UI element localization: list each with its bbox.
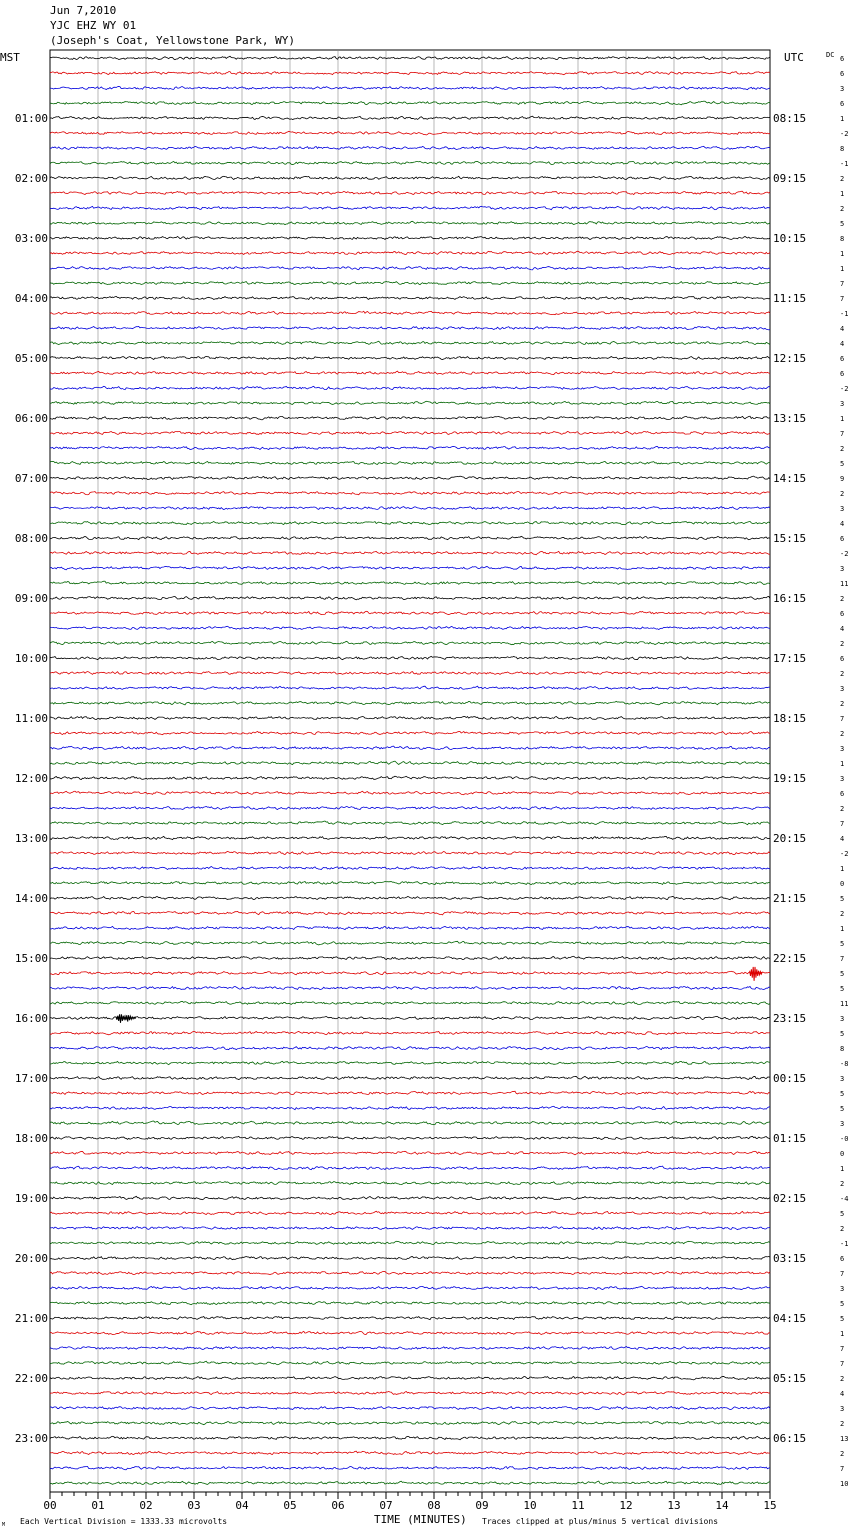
trace-row-25 [50, 431, 770, 434]
utc-hour-label: 18:15 [773, 712, 807, 725]
x-tick-label: 03 [187, 1499, 201, 1512]
trace-row-37 [50, 611, 770, 614]
x-tick-label: 00 [43, 1499, 57, 1512]
dc-offset-label: 9 [840, 475, 845, 483]
x-tick-label: 10 [523, 1499, 537, 1512]
dc-offset-label: 3 [840, 685, 845, 693]
trace-row-8 [50, 176, 770, 179]
corner-mark: M [2, 1522, 6, 1528]
trace-row-68 [50, 1076, 770, 1079]
dc-offset-label: 2 [840, 445, 845, 453]
trace-row-39 [50, 641, 770, 644]
dc-offset-label: -1 [840, 1240, 849, 1248]
utc-hour-label: 00:15 [773, 1072, 807, 1085]
dc-offset-label: 2 [840, 595, 845, 603]
dc-offset-label: 1 [840, 250, 845, 258]
trace-row-33 [50, 551, 770, 554]
utc-hour-label: 11:15 [773, 292, 807, 305]
trace-row-80 [50, 1256, 770, 1259]
dc-offset-label: 5 [840, 220, 845, 228]
utc-hour-label: 05:15 [773, 1372, 807, 1385]
x-tick-label: 07 [379, 1499, 393, 1512]
trace-row-12 [50, 236, 770, 239]
utc-hour-label: 23:15 [773, 1012, 807, 1025]
trace-row-44 [50, 716, 770, 719]
dc-offset-label: 6 [840, 370, 845, 378]
trace-row-27 [50, 461, 770, 464]
dc-offset-label: 13 [840, 1435, 849, 1443]
trace-row-16 [50, 296, 770, 299]
utc-hour-label: 02:15 [773, 1192, 807, 1205]
trace-row-92 [50, 1436, 770, 1439]
trace-row-95 [50, 1481, 770, 1484]
dc-offset-label: 3 [840, 505, 845, 513]
dc-offset-label: 3 [840, 775, 845, 783]
mst-hour-label: 06:00 [14, 412, 48, 425]
dc-offset-label: 2 [840, 910, 845, 918]
trace-row-94 [50, 1466, 770, 1469]
trace-row-67 [50, 1061, 770, 1064]
utc-hour-label: 10:15 [773, 232, 807, 245]
mst-hour-label: 07:00 [14, 472, 48, 485]
trace-row-85 [50, 1331, 770, 1334]
utc-hour-label: 22:15 [773, 952, 807, 965]
dc-offset-label: 5 [840, 1090, 845, 1098]
trace-row-89 [50, 1391, 770, 1394]
utc-hour-label: 14:15 [773, 472, 807, 485]
trace-row-1 [50, 72, 770, 75]
trace-row-66 [50, 1047, 770, 1050]
dc-offset-label: 4 [840, 835, 845, 843]
trace-row-6 [50, 146, 770, 149]
dc-offset-label: 6 [840, 100, 845, 108]
trace-row-88 [50, 1376, 770, 1379]
trace-row-65 [50, 1031, 770, 1034]
trace-row-45 [50, 731, 770, 734]
dc-offset-label: 5 [840, 1315, 845, 1323]
x-axis-title: TIME (MINUTES) [374, 1513, 467, 1526]
dc-offset-label: 6 [840, 655, 845, 663]
dc-offset-label: 2 [840, 205, 845, 213]
dc-offset-label: -2 [840, 130, 849, 138]
dc-offset-label: 2 [840, 1450, 845, 1458]
x-tick-label: 06 [331, 1499, 345, 1512]
x-tick-label: 09 [475, 1499, 489, 1512]
dc-offset-label: 7 [840, 430, 845, 438]
trace-row-40 [50, 656, 770, 659]
dc-offset-label: -4 [840, 1195, 849, 1203]
utc-hour-label: 19:15 [773, 772, 807, 785]
x-tick-label: 05 [283, 1499, 297, 1512]
trace-row-46 [50, 746, 770, 749]
dc-offset-label: 3 [840, 565, 845, 573]
dc-offset-label: 6 [840, 55, 845, 63]
dc-offset-label: 7 [840, 295, 845, 303]
dc-offset-label: 2 [840, 1375, 845, 1383]
trace-row-70 [50, 1106, 770, 1109]
mst-hour-label: 15:00 [14, 952, 48, 965]
dc-offset-label: 5 [840, 895, 845, 903]
trace-row-13 [50, 251, 770, 254]
trace-row-41 [50, 672, 770, 675]
mst-hour-label: 05:00 [14, 352, 48, 365]
trace-row-90 [50, 1406, 770, 1409]
x-tick-label: 14 [715, 1499, 729, 1512]
dc-offset-label: 5 [840, 1105, 845, 1113]
mst-hour-label: 21:00 [14, 1312, 48, 1325]
trace-row-36 [50, 596, 770, 599]
mst-hour-label: 11:00 [14, 712, 48, 725]
trace-row-91 [50, 1421, 770, 1424]
mst-hour-label: 19:00 [14, 1192, 48, 1205]
dc-offset-label: 3 [840, 85, 845, 93]
dc-offset-label: 5 [840, 1030, 845, 1038]
trace-row-18 [50, 326, 770, 329]
trace-row-21 [50, 371, 770, 374]
dc-offset-label: 2 [840, 490, 845, 498]
dc-offset-label: 2 [840, 700, 845, 708]
utc-hour-label: 17:15 [773, 652, 807, 665]
trace-row-72 [50, 1136, 770, 1139]
trace-row-51 [50, 821, 770, 825]
trace-row-22 [50, 386, 770, 389]
dc-offset-label: 6 [840, 1255, 845, 1263]
dc-offset-label: 11 [840, 580, 849, 588]
trace-row-31 [50, 521, 770, 524]
utc-hour-label: 20:15 [773, 832, 807, 845]
dc-offset-label: 5 [840, 970, 845, 978]
utc-hour-label: 04:15 [773, 1312, 807, 1325]
trace-row-38 [50, 626, 770, 629]
mst-hour-label: 12:00 [14, 772, 48, 785]
mst-hour-label: 13:00 [14, 832, 48, 845]
trace-row-10 [50, 206, 770, 209]
dc-label: DC [826, 51, 835, 59]
dc-offset-label: 3 [840, 1015, 845, 1023]
trace-row-77 [50, 1211, 770, 1214]
x-tick-label: 13 [667, 1499, 681, 1512]
dc-offset-label: 7 [840, 1360, 845, 1368]
x-tick-label: 04 [235, 1499, 249, 1512]
dc-offset-label: 3 [840, 1285, 845, 1293]
dc-offset-label: -1 [840, 160, 849, 168]
trace-row-20 [50, 356, 770, 359]
utc-hour-label: 06:15 [773, 1432, 807, 1445]
dc-offset-label: 0 [840, 880, 845, 888]
trace-row-82 [50, 1286, 770, 1289]
dc-offset-label: 1 [840, 760, 845, 768]
dc-offset-label: 7 [840, 280, 845, 288]
trace-row-42 [50, 686, 770, 689]
utc-hour-label: 09:15 [773, 172, 807, 185]
dc-offset-label: 1 [840, 190, 845, 198]
dc-offset-label: 2 [840, 670, 845, 678]
trace-row-62 [50, 986, 770, 989]
trace-row-55 [50, 881, 770, 884]
scale-note: Each Vertical Division = 1333.33 microvolts [20, 1517, 228, 1526]
dc-offset-label: 6 [840, 790, 845, 798]
dc-offset-label: 2 [840, 805, 845, 813]
trace-row-73 [50, 1151, 770, 1154]
mst-hour-label: 09:00 [14, 592, 48, 605]
dc-offset-label: 8 [840, 235, 845, 243]
trace-row-64 [50, 1016, 770, 1019]
dc-offset-label: 7 [840, 820, 845, 828]
dc-offset-label: 2 [840, 1180, 845, 1188]
trace-row-86 [50, 1346, 770, 1349]
dc-offset-label: 4 [840, 340, 845, 348]
mst-hour-label: 22:00 [14, 1372, 48, 1385]
trace-row-14 [50, 266, 770, 270]
dc-offset-label: 1 [840, 1330, 845, 1338]
trace-row-54 [50, 866, 770, 869]
chart-header-location: (Joseph's Coat, Yellowstone Park, WY) [50, 34, 296, 47]
dc-offset-label: 1 [840, 865, 845, 873]
trace-row-43 [50, 701, 770, 705]
trace-row-83 [50, 1302, 770, 1305]
trace-row-26 [50, 446, 770, 449]
trace-layer [50, 56, 770, 1484]
utc-hour-label: 21:15 [773, 892, 807, 905]
trace-row-23 [50, 401, 770, 404]
trace-row-7 [50, 161, 770, 164]
dc-offset-label: 3 [840, 1075, 845, 1083]
trace-row-50 [50, 806, 770, 809]
dc-offset-label: 3 [840, 1405, 845, 1413]
dc-offset-label: 8 [840, 145, 845, 153]
mst-hour-label: 03:00 [14, 232, 48, 245]
trace-row-48 [50, 776, 770, 779]
dc-offset-label: 1 [840, 265, 845, 273]
utc-hour-label: 16:15 [773, 592, 807, 605]
trace-row-4 [50, 116, 770, 119]
trace-row-47 [50, 761, 770, 764]
dc-offset-label: 6 [840, 70, 845, 78]
trace-row-2 [50, 86, 770, 89]
dc-offset-label: 5 [840, 940, 845, 948]
event-burst [123, 1015, 136, 1021]
dc-offset-label: -2 [840, 850, 849, 858]
dc-offset-label: 5 [840, 1300, 845, 1308]
dc-offset-label: 4 [840, 1390, 845, 1398]
utc-label: UTC [784, 51, 804, 64]
dc-offset-label: 2 [840, 1420, 845, 1428]
dc-offset-label: 7 [840, 1345, 845, 1353]
trace-row-84 [50, 1317, 770, 1320]
dc-offset-label: 5 [840, 985, 845, 993]
trace-row-69 [50, 1091, 770, 1094]
utc-hour-label: 13:15 [773, 412, 807, 425]
trace-row-63 [50, 1001, 770, 1004]
trace-row-87 [50, 1361, 770, 1364]
dc-offset-label: -2 [840, 550, 849, 558]
trace-row-19 [50, 341, 770, 344]
trace-row-0 [50, 56, 770, 59]
trace-row-17 [50, 311, 770, 314]
dc-offset-label: 4 [840, 325, 845, 333]
dc-offset-label: -0 [840, 1135, 849, 1143]
dc-offset-label: 4 [840, 625, 845, 633]
plot-frame [50, 50, 770, 1492]
dc-offset-label: 6 [840, 610, 845, 618]
dc-offset-label: 7 [840, 715, 845, 723]
dc-offset-label: 2 [840, 1225, 845, 1233]
x-tick-label: 02 [139, 1499, 153, 1512]
label-layer [15, 55, 849, 1512]
mst-hour-label: 18:00 [14, 1132, 48, 1145]
chart-header-date: Jun 7,2010 [50, 4, 117, 17]
trace-row-35 [50, 581, 770, 584]
trace-row-74 [50, 1166, 770, 1170]
mst-hour-label: 17:00 [14, 1072, 48, 1085]
trace-row-3 [50, 101, 770, 105]
trace-row-61 [50, 971, 770, 975]
dc-offset-label: 1 [840, 1165, 845, 1173]
trace-row-28 [50, 476, 770, 479]
trace-row-11 [50, 221, 770, 224]
x-tick-label: 15 [763, 1499, 777, 1512]
dc-offset-label: 3 [840, 400, 845, 408]
trace-row-93 [50, 1451, 770, 1454]
dc-offset-label: 3 [840, 745, 845, 753]
dc-offset-label: 3 [840, 1120, 845, 1128]
x-tick-label: 11 [571, 1499, 585, 1512]
trace-row-59 [50, 941, 770, 945]
trace-row-76 [50, 1196, 770, 1199]
dc-offset-label: 1 [840, 115, 845, 123]
trace-row-32 [50, 536, 770, 539]
trace-row-56 [50, 896, 770, 899]
utc-hour-label: 01:15 [773, 1132, 807, 1145]
mst-hour-label: 10:00 [14, 652, 48, 665]
trace-row-30 [50, 507, 770, 510]
dc-offset-label: 2 [840, 730, 845, 738]
dc-offset-label: 7 [840, 955, 845, 963]
dc-offset-label: 5 [840, 460, 845, 468]
trace-row-15 [50, 281, 770, 284]
trace-row-75 [50, 1182, 770, 1185]
mst-hour-label: 20:00 [14, 1252, 48, 1265]
mst-hour-label: 14:00 [14, 892, 48, 905]
chart-header-station: YJC EHZ WY 01 [50, 19, 137, 32]
mst-hour-label: 02:00 [14, 172, 48, 185]
dc-offset-label: -2 [840, 385, 849, 393]
trace-row-9 [50, 191, 770, 194]
mst-hour-label: 04:00 [14, 292, 48, 305]
trace-row-53 [50, 851, 770, 854]
dc-offset-label: 1 [840, 415, 845, 423]
dc-offset-label: 8 [840, 1045, 845, 1053]
utc-hour-label: 03:15 [773, 1252, 807, 1265]
mst-hour-label: 01:00 [14, 112, 48, 125]
dc-offset-label: 11 [840, 1000, 849, 1008]
trace-row-71 [50, 1121, 770, 1125]
trace-row-58 [50, 926, 770, 929]
dc-offset-label: 2 [840, 640, 845, 648]
utc-hour-label: 15:15 [773, 532, 807, 545]
clip-note: Traces clipped at plus/minus 5 vertical divisions [482, 1517, 719, 1526]
dc-offset-label: 10 [840, 1480, 849, 1488]
trace-row-81 [50, 1271, 770, 1274]
x-tick-label: 01 [91, 1499, 105, 1512]
dc-offset-label: 6 [840, 535, 845, 543]
mst-label: MST [0, 51, 20, 64]
dc-offset-label: -1 [840, 310, 849, 318]
trace-row-34 [50, 566, 770, 569]
dc-offset-label: 6 [840, 355, 845, 363]
x-tick-label: 12 [619, 1499, 633, 1512]
dc-offset-label: -8 [840, 1060, 849, 1068]
dc-offset-label: 0 [840, 1150, 845, 1158]
mst-hour-label: 16:00 [14, 1012, 48, 1025]
trace-row-57 [50, 911, 770, 914]
trace-row-29 [50, 491, 770, 494]
trace-row-52 [50, 836, 770, 839]
dc-offset-label: 4 [840, 520, 845, 528]
utc-hour-label: 08:15 [773, 112, 807, 125]
x-tick-label: 08 [427, 1499, 441, 1512]
mst-hour-label: 23:00 [14, 1432, 48, 1445]
trace-row-49 [50, 791, 770, 795]
trace-row-5 [50, 131, 770, 135]
dc-offset-label: 7 [840, 1465, 845, 1473]
trace-row-60 [50, 956, 770, 959]
dc-offset-label: 5 [840, 1210, 845, 1218]
mst-hour-label: 08:00 [14, 532, 48, 545]
trace-row-79 [50, 1241, 770, 1244]
utc-hour-label: 12:15 [773, 352, 807, 365]
dc-offset-label: 1 [840, 925, 845, 933]
trace-row-78 [50, 1227, 770, 1230]
dc-offset-label: 2 [840, 175, 845, 183]
dc-offset-label: 7 [840, 1270, 845, 1278]
trace-row-24 [50, 416, 770, 420]
